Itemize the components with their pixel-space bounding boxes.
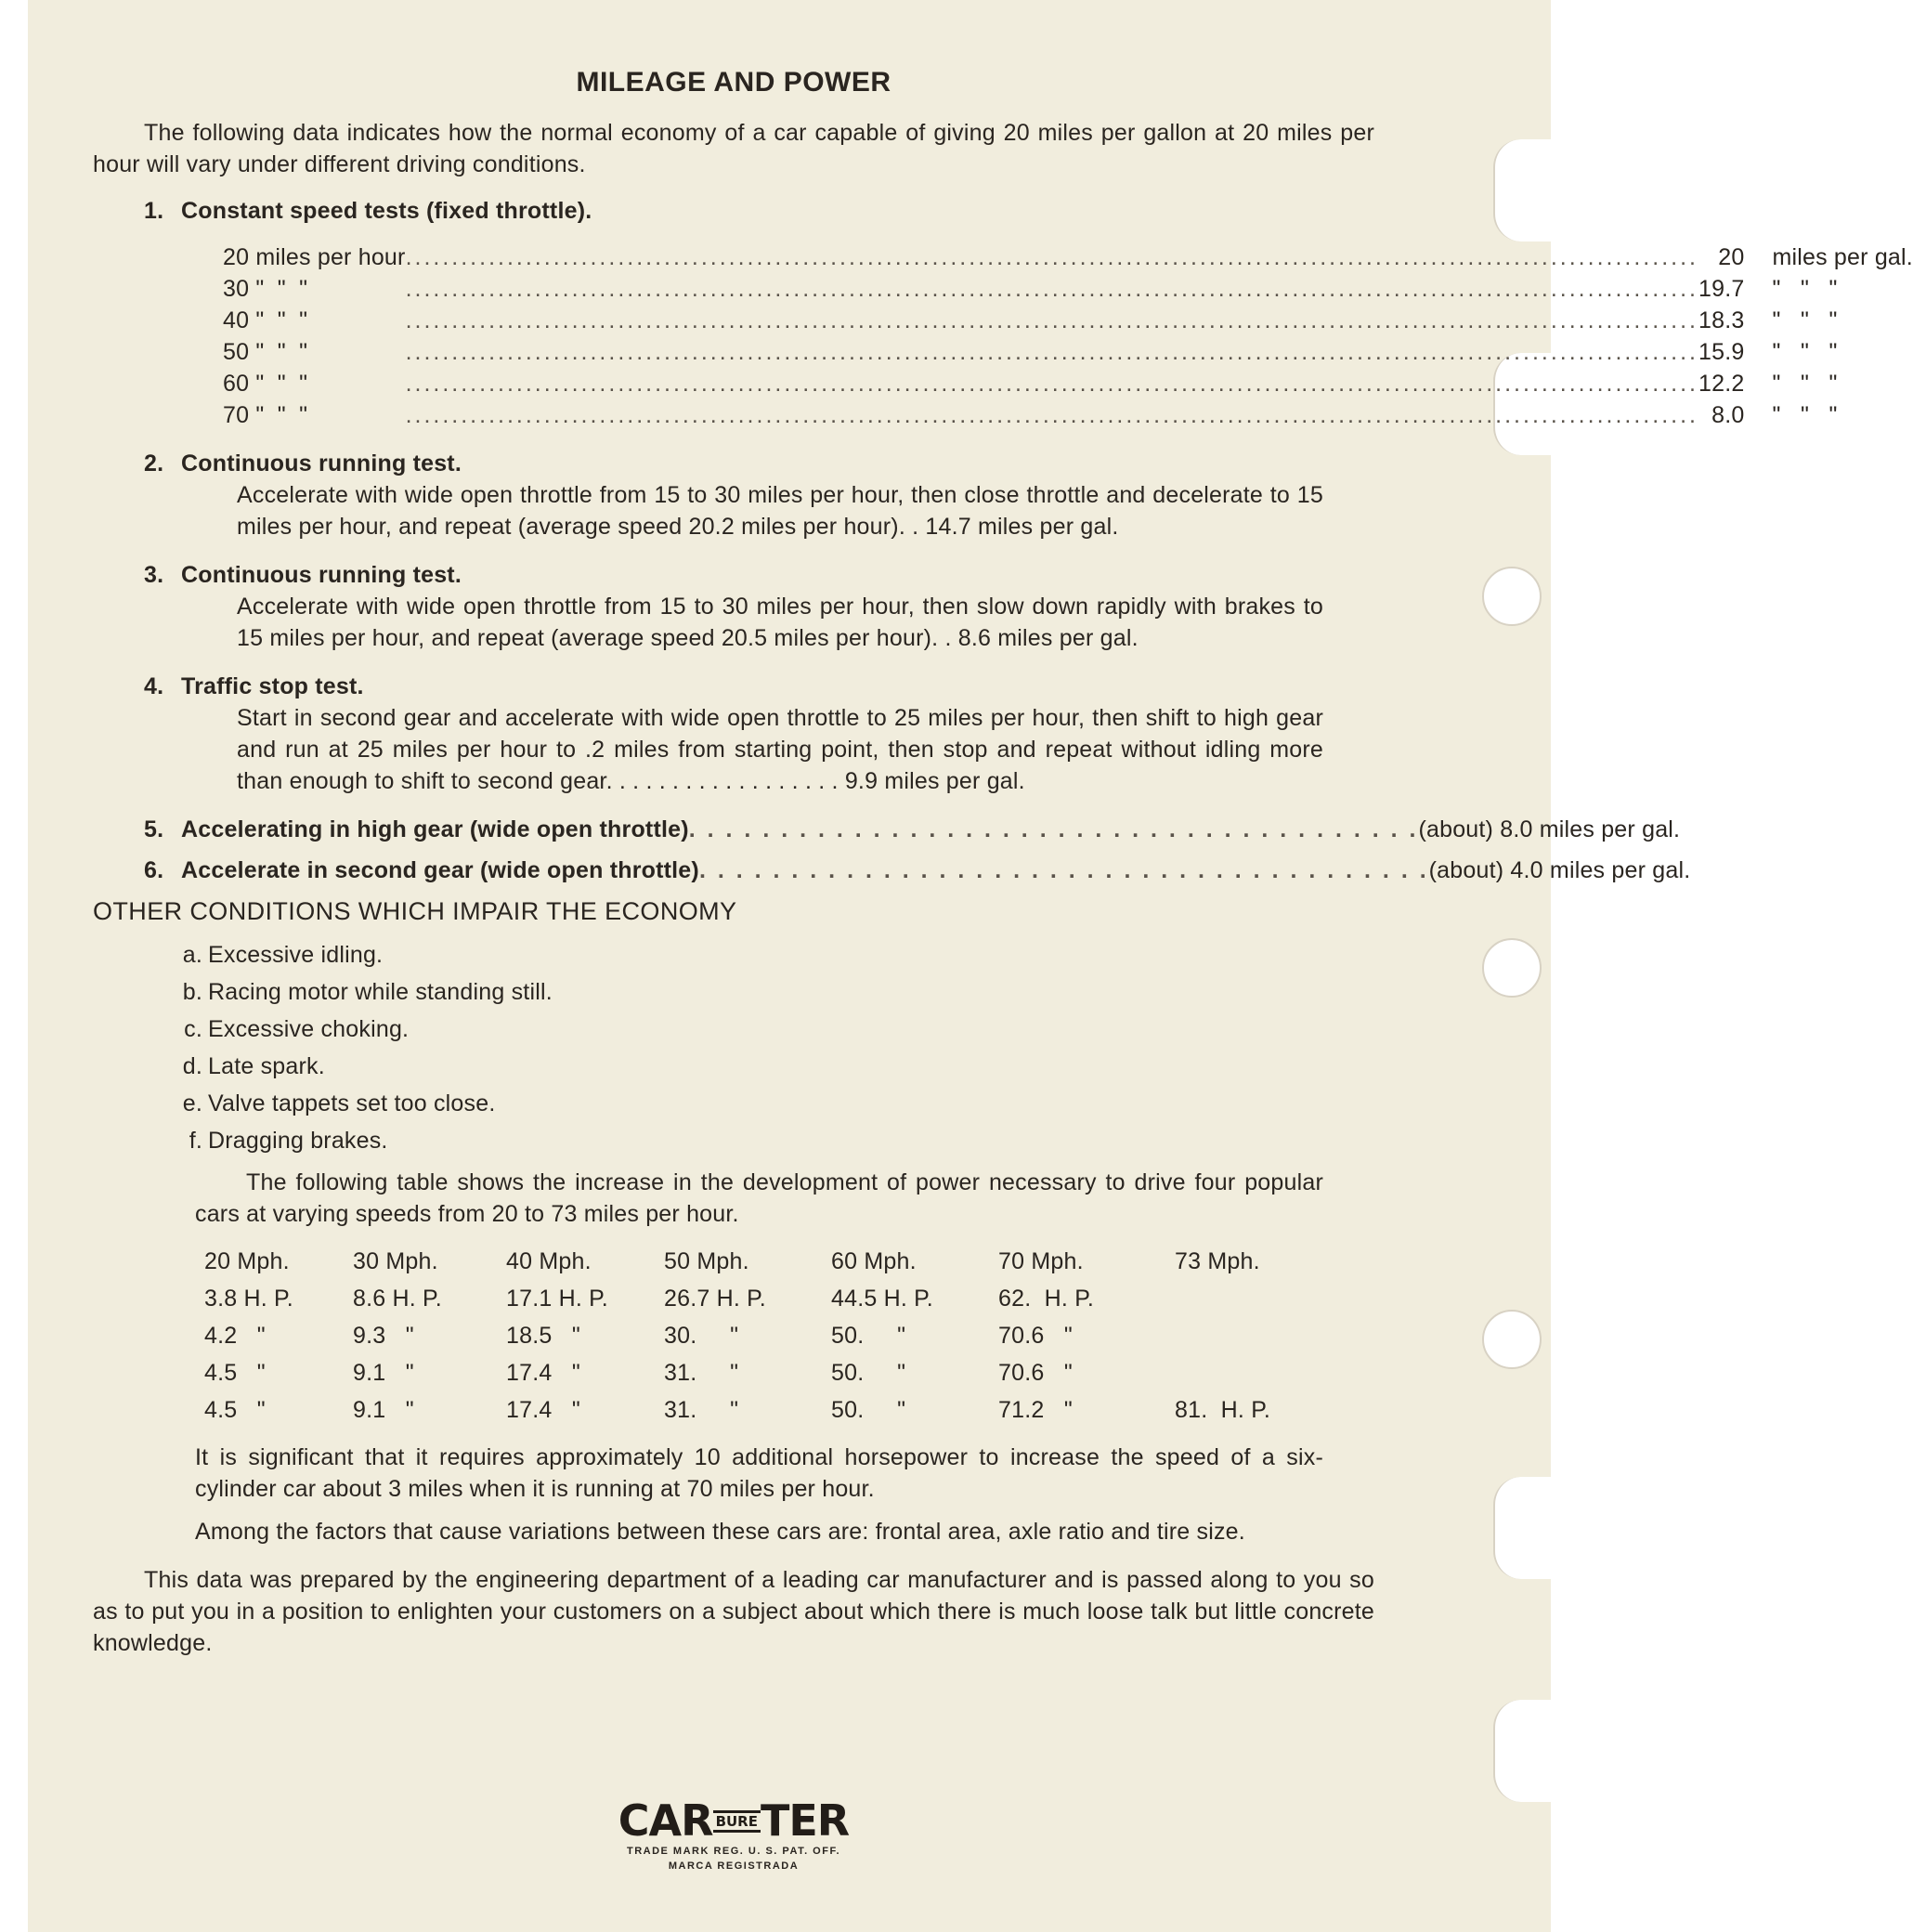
carbureter-logo [594, 1797, 873, 1873]
horsepower-cell: 62. H. P. [998, 1286, 1094, 1312]
test-6-heading [144, 855, 1429, 886]
test-1-heading [144, 195, 1374, 227]
test-result: 14.7 miles per gal. [925, 514, 1119, 540]
condition-item [167, 973, 1374, 1011]
mpg-value-cell: 20 [1718, 244, 1745, 270]
test-title: Traffic stop test. [181, 673, 364, 699]
horsepower-cell: 50. " [831, 1397, 906, 1423]
trademark-line: TRADE MARK REG. U. S. PAT. OFF. [626, 1846, 841, 1857]
conditions-list [167, 936, 1374, 1159]
leader-dots: . . . . . . . . . . . . . . . . . . . . . . . . . . . . . . . . . . . . . . . . [698, 857, 1429, 883]
horsepower-cell: 50. " [831, 1360, 906, 1386]
speed-cell: 40 " " " [223, 307, 308, 333]
constant-speed-row [223, 399, 1913, 431]
speed-header-cell: 40 Mph. [506, 1248, 592, 1274]
unit-cell: miles per gal. [1772, 244, 1913, 270]
mpg-value-cell: 18.3 [1698, 307, 1745, 333]
logo-text-left: CAR [618, 1795, 713, 1846]
test-result: 9.9 miles per gal. [844, 768, 1025, 794]
speed-header-cell: 30 Mph. [353, 1248, 438, 1274]
test-result: 8.6 miles per gal. [957, 625, 1139, 651]
leader-dots: ............................................................................................................................................ [405, 307, 1698, 333]
test-number: 2. [144, 450, 164, 476]
horsepower-header-row [204, 1243, 1286, 1280]
horsepower-cell: 81. H. P. [1175, 1397, 1270, 1423]
horsepower-cell: 9.3 " [353, 1323, 414, 1349]
significance-paragraph: It is significant that it requires approximately 10 additional horsepower to increase the speed of a six-cylinder car about 3 miles when it is running at 70 miles per hour. [195, 1444, 1323, 1502]
test-text: Start in second gear and accelerate with wide open throttle to 25 miles per hour, then shift to high gear and run at 25 miles per hour to .2 miles from starting point, then stop and repeat without idling more than enough to shift to second gear [237, 705, 1323, 794]
test-4 [93, 671, 1374, 797]
leader-dots: . . . . . . . . . . . . . . . . . . [605, 768, 845, 794]
condition-item [167, 1085, 1374, 1122]
binder-hole [1493, 1700, 1551, 1802]
registered-mark-line: MARCA REGISTRADA [668, 1860, 800, 1872]
condition-letter: a. [182, 942, 202, 968]
horsepower-row [204, 1280, 1286, 1317]
binder-ring-hole [1482, 567, 1542, 626]
condition-item [167, 1011, 1374, 1048]
condition-letter: f. [189, 1128, 202, 1154]
horsepower-cell: 44.5 H. P. [831, 1286, 933, 1312]
horsepower-cell: 3.8 H. P. [204, 1286, 293, 1312]
other-conditions-heading: OTHER CONDITIONS WHICH IMPAIR THE ECONOMY [93, 897, 737, 925]
speed-cell: 30 " " " [223, 276, 308, 302]
test-title: Constant speed tests (fixed throttle). [181, 198, 592, 224]
horsepower-table [204, 1243, 1286, 1429]
speed-header-cell: 60 Mph. [831, 1248, 917, 1274]
factors-paragraph: Among the factors that cause variations between these cars are: frontal area, axle ratio and tire size. [195, 1519, 1245, 1545]
test-5 [144, 814, 1681, 845]
test-result: (about) 8.0 miles per gal. [1418, 816, 1681, 842]
horsepower-cell: 9.1 " [353, 1397, 414, 1423]
horsepower-cell: 50. " [831, 1323, 906, 1349]
condition-text: Dragging brakes. [208, 1128, 388, 1154]
condition-item [167, 1048, 1374, 1085]
test-3-heading [144, 559, 1374, 591]
test-description [237, 479, 1323, 542]
unit-cell: " " " [1772, 402, 1838, 428]
leader-dots: ............................................................................................................................................ [405, 402, 1698, 428]
unit-cell: " " " [1772, 307, 1838, 333]
leader-dots: ............................................................................................................................................ [405, 371, 1698, 397]
horsepower-cell: 17.1 H. P. [506, 1286, 608, 1312]
condition-item [167, 1122, 1374, 1159]
test-number: 1. [144, 198, 164, 224]
test-2 [93, 448, 1374, 542]
test-description [237, 702, 1323, 797]
condition-letter: c. [184, 1016, 202, 1042]
mpg-value-cell: 8.0 [1711, 402, 1745, 428]
test-title: Accelerate in second gear (wide open throttle) [181, 857, 699, 883]
test-title: Continuous running test. [181, 450, 462, 476]
horsepower-cell [1175, 1354, 1286, 1391]
condition-text: Late spark. [208, 1053, 325, 1079]
speed-header-cell: 70 Mph. [998, 1248, 1084, 1274]
intro-paragraph: The following data indicates how the normal economy of a car capable of giving 20 miles per gallon at 20 miles per hour will vary under different driving conditions. [93, 120, 1374, 177]
test-text: Accelerate with wide open throttle from 15 to 30 miles per hour, then close throttle and decelerate to 15 miles per hour, and repeat (average speed 20.2 miles per hour) [237, 482, 1323, 540]
leader-dots: . . . . . . . . . . . . . . . . . . . . . . . . . . . . . . . . . . . . . . . . [688, 816, 1419, 842]
horsepower-cell: 9.1 " [353, 1360, 414, 1386]
horsepower-row [204, 1391, 1286, 1429]
constant-speed-row [223, 305, 1913, 336]
horsepower-cell: 71.2 " [998, 1397, 1073, 1423]
horsepower-cell: 31. " [664, 1397, 739, 1423]
test-text: Accelerate with wide open throttle from 15 to 30 miles per hour, then slow down rapidly with brakes to 15 miles per hour, and repeat (average speed 20.5 miles per hour) [237, 594, 1323, 651]
condition-text: Excessive idling. [208, 942, 384, 968]
test-2-heading [144, 448, 1374, 479]
unit-cell: " " " [1772, 371, 1838, 397]
test-4-heading [144, 671, 1374, 702]
test-number: 3. [144, 562, 164, 588]
speed-header-cell: 50 Mph. [664, 1248, 749, 1274]
test-number: 6. [144, 857, 164, 883]
unit-cell: " " " [1772, 276, 1838, 302]
logo-text-inset: BURE [713, 1810, 761, 1833]
page-title: MILEAGE AND POWER [576, 67, 891, 98]
leader-dots: ............................................................................................................................................ [405, 339, 1698, 365]
logo-text-right: TER [760, 1795, 850, 1846]
constant-speed-row [223, 242, 1913, 273]
speed-cell: 60 " " " [223, 371, 308, 397]
condition-item [167, 936, 1374, 973]
horsepower-cell: 70.6 " [998, 1360, 1073, 1386]
mpg-value-cell: 12.2 [1698, 371, 1745, 397]
mpg-value-cell: 15.9 [1698, 339, 1745, 365]
test-result: (about) 4.0 miles per gal. [1428, 857, 1691, 883]
speed-cell: 20 miles per hour [223, 244, 406, 270]
leader-dots: . . [898, 514, 926, 540]
test-5-heading [144, 814, 1418, 845]
leader-dots: . . [931, 625, 958, 651]
test-number: 5. [144, 816, 164, 842]
document-page [28, 0, 1913, 1932]
horsepower-cell: 4.5 " [204, 1360, 266, 1386]
speed-cell: 70 " " " [223, 402, 308, 428]
horsepower-cell: 8.6 H. P. [353, 1286, 442, 1312]
horsepower-row [204, 1354, 1286, 1391]
test-3 [93, 559, 1374, 654]
condition-letter: b. [182, 979, 202, 1005]
binder-hole [1493, 139, 1551, 242]
horsepower-cell: 31. " [664, 1360, 739, 1386]
horsepower-cell: 4.5 " [204, 1397, 266, 1423]
speed-cell: 50 " " " [223, 339, 308, 365]
test-title: Continuous running test. [181, 562, 462, 588]
constant-speed-table [223, 242, 1913, 431]
horsepower-cell [1175, 1280, 1286, 1317]
mpg-value-cell: 19.7 [1698, 276, 1745, 302]
closing-paragraph: This data was prepared by the engineering department of a leading car manufacturer and is passed along to you so as to put you in a position to enlighten your customers on a subject about which there is much loose talk but little concrete knowledge. [93, 1567, 1374, 1656]
test-title: Accelerating in high gear (wide open throttle) [181, 816, 689, 842]
condition-letter: d. [182, 1053, 202, 1079]
condition-text: Racing motor while standing still. [208, 979, 553, 1005]
power-intro-paragraph: The following table shows the increase in the development of power necessary to drive four popular cars at varying speeds from 20 to 73 miles per hour. [195, 1169, 1323, 1227]
leader-dots: ............................................................................................................................................ [405, 276, 1698, 302]
test-number: 4. [144, 673, 164, 699]
horsepower-cell: 4.2 " [204, 1323, 266, 1349]
binder-ring-hole [1482, 1310, 1542, 1369]
horsepower-cell: 30. " [664, 1323, 739, 1349]
leader-dots: ............................................................................................................................................ [405, 244, 1698, 270]
speed-header-cell: 20 Mph. [204, 1248, 290, 1274]
binder-hole [1493, 1477, 1551, 1579]
test-6 [144, 855, 1691, 886]
constant-speed-row [223, 273, 1913, 305]
unit-cell: " " " [1772, 339, 1838, 365]
constant-speed-row [223, 368, 1913, 399]
condition-text: Valve tappets set too close. [208, 1090, 496, 1116]
speed-header-cell: 73 Mph. [1175, 1248, 1260, 1274]
logo-wordmark [594, 1797, 873, 1844]
horsepower-cell: 17.4 " [506, 1397, 580, 1423]
condition-text: Excessive choking. [208, 1016, 410, 1042]
constant-speed-row [223, 336, 1913, 368]
horsepower-cell: 18.5 " [506, 1323, 580, 1349]
binder-ring-hole [1482, 938, 1542, 998]
horsepower-cell: 26.7 H. P. [664, 1286, 766, 1312]
condition-letter: e. [182, 1090, 202, 1116]
horsepower-cell: 70.6 " [998, 1323, 1073, 1349]
horsepower-row [204, 1317, 1286, 1354]
horsepower-cell [1175, 1317, 1286, 1354]
document-body [93, 67, 1913, 1659]
horsepower-cell: 17.4 " [506, 1360, 580, 1386]
test-description [237, 591, 1323, 654]
